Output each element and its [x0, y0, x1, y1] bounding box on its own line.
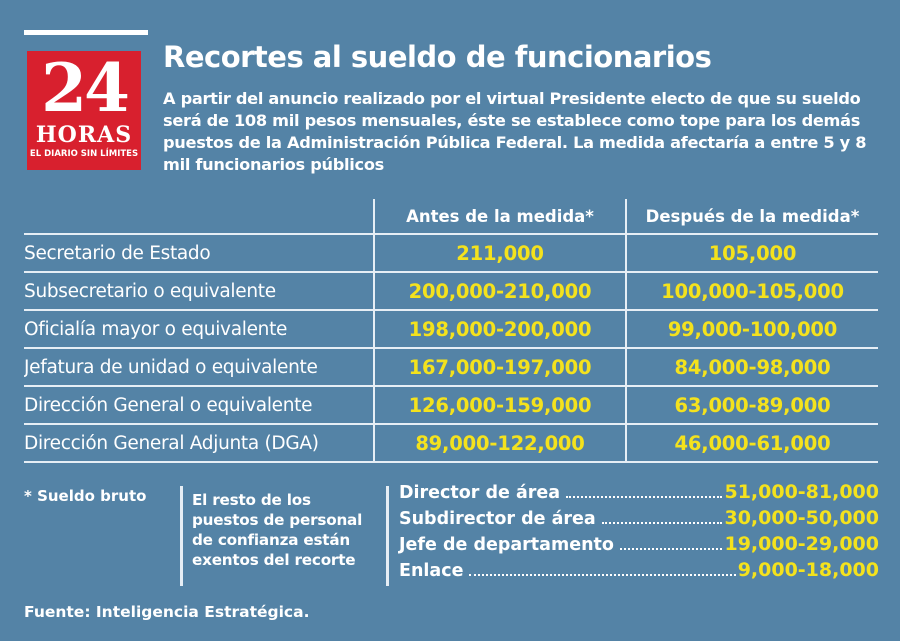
exempt-note: El resto de los puestos de personal de confianza están exentos del recorte [192, 491, 363, 569]
row-before: 167,000-197,000 [374, 348, 626, 386]
row-role: Secretario de Estado [24, 242, 211, 264]
row-before: 200,000-210,000 [374, 272, 626, 310]
table-row [24, 234, 878, 272]
table-header-row [24, 199, 878, 234]
top-rule [24, 30, 148, 35]
row-before: 198,000-200,000 [374, 310, 626, 348]
dot-leader [469, 574, 735, 576]
list-item [399, 481, 879, 507]
position-name: Enlace [399, 561, 464, 581]
page-title: Recortes al sueldo de funcionarios [163, 40, 712, 74]
source-credit: Fuente: Inteligencia Estratégica. [24, 603, 310, 621]
position-amount: 30,000-50,000 [724, 507, 879, 529]
table-row [24, 272, 878, 310]
divider [180, 486, 183, 586]
footnote-gross-salary: * Sueldo bruto [24, 487, 147, 505]
position-amount: 19,000-29,000 [724, 533, 879, 555]
lower-positions-list [399, 481, 879, 585]
position-amount: 9,000-18,000 [737, 559, 879, 581]
row-after: 99,000-100,000 [626, 310, 878, 348]
row-role: Dirección General Adjunta (DGA) [24, 432, 319, 454]
logo-name: HORAS [35, 122, 133, 148]
row-role: Dirección General o equivalente [24, 394, 313, 416]
position-amount: 51,000-81,000 [724, 481, 879, 503]
row-after: 105,000 [626, 234, 878, 272]
row-role: Jefatura de unidad o equivalente [24, 356, 318, 378]
table-row [24, 386, 878, 424]
lead-paragraph: A partir del anuncio realizado por el virtual Presidente electo de que su sueldo será de 108 mil pesos mensuales, éste se establece como tope para los demás puestos de la Administración Pública Federal. La medida afectaría a entre 5 y 8 mil funcionarios públicos [163, 89, 867, 174]
list-item [399, 533, 879, 559]
newspaper-logo [27, 51, 141, 170]
logo-tagline: EL DIARIO SIN LÍMITES [29, 149, 139, 159]
row-role: Subsecretario o equivalente [24, 280, 276, 302]
row-before: 89,000-122,000 [374, 424, 626, 462]
table-row [24, 424, 878, 462]
salary-table [24, 199, 878, 463]
logo-number: 24 [41, 49, 127, 127]
dot-leader [566, 496, 722, 498]
row-after: 100,000-105,000 [626, 272, 878, 310]
row-before: 211,000 [374, 234, 626, 272]
list-item [399, 507, 879, 533]
dot-leader [620, 548, 723, 550]
row-after: 46,000-61,000 [626, 424, 878, 462]
header-before: Antes de la medida* [374, 199, 626, 234]
row-before: 126,000-159,000 [374, 386, 626, 424]
row-after: 63,000-89,000 [626, 386, 878, 424]
header-after: Después de la medida* [626, 199, 878, 234]
row-role: Oficialía mayor o equivalente [24, 318, 288, 340]
row-after: 84,000-98,000 [626, 348, 878, 386]
position-name: Jefe de departamento [399, 535, 614, 555]
header-role [24, 199, 374, 234]
dot-leader [602, 522, 723, 524]
table-row [24, 348, 878, 386]
divider [386, 486, 389, 586]
position-name: Director de área [399, 483, 561, 503]
position-name: Subdirector de área [399, 509, 596, 529]
table-row [24, 310, 878, 348]
list-item [399, 559, 879, 585]
